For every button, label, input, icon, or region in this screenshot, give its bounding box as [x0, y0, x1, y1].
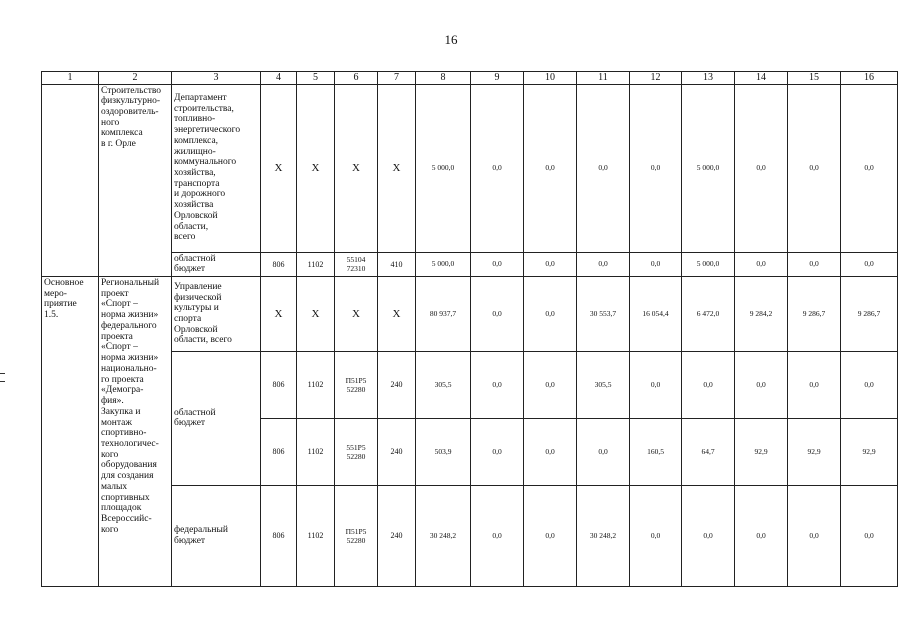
- value-cell: 0,0: [735, 351, 788, 418]
- event-cell: Основное меро- приятие 1.5.: [42, 276, 99, 586]
- value-cell: 92,9: [841, 418, 898, 485]
- value-cell: 0,0: [524, 252, 577, 276]
- value-cell: 0,0: [577, 418, 630, 485]
- executor-cell: Департамент строительства, топливно- энергетического комплекса, жилищно- коммунального хозяйства, транспорта и дорожного хозяйства Орловской области, всего: [172, 84, 261, 252]
- header-cell: 4: [261, 72, 297, 85]
- value-cell: 0,0: [788, 351, 841, 418]
- header-cell: 6: [335, 72, 378, 85]
- value-cell: 0,0: [735, 84, 788, 252]
- header-cell: 11: [577, 72, 630, 85]
- code-cell: 240: [378, 351, 416, 418]
- value-cell: 30 248,2: [416, 485, 471, 586]
- value-cell: 0,0: [524, 418, 577, 485]
- code-cell: Х: [378, 276, 416, 351]
- value-cell: 0,0: [630, 84, 682, 252]
- value-cell: 0,0: [471, 252, 524, 276]
- value-cell: 80 937,7: [416, 276, 471, 351]
- value-cell: 305,5: [416, 351, 471, 418]
- page-number: 16: [444, 32, 458, 47]
- header-cell: 9: [471, 72, 524, 85]
- activity-cell: Строительство физкультурно- оздоровитель- ного комплекса в г. Орле: [99, 84, 172, 276]
- value-cell: 0,0: [471, 276, 524, 351]
- header-cell: 7: [378, 72, 416, 85]
- value-cell: 64,7: [682, 418, 735, 485]
- code-cell: Х: [335, 84, 378, 252]
- table-row: [42, 276, 898, 351]
- code-cell: 410: [378, 252, 416, 276]
- value-cell: 16 054,4: [630, 276, 682, 351]
- code-cell: 240: [378, 418, 416, 485]
- header-cell: 2: [99, 72, 172, 85]
- value-cell: 0,0: [471, 84, 524, 252]
- value-cell: 0,0: [524, 276, 577, 351]
- header-cell: 12: [630, 72, 682, 85]
- binding-mark: [0, 373, 5, 374]
- code-cell: Х: [335, 276, 378, 351]
- executor-cell: Управление физической культуры и спорта Орловской области, всего: [172, 276, 261, 351]
- event-cell-empty: [42, 84, 99, 276]
- code-cell: 806: [261, 418, 297, 485]
- code-cell: 55104 72310: [335, 252, 378, 276]
- header-cell: 1: [42, 72, 99, 85]
- code-cell: 1102: [297, 351, 335, 418]
- value-cell: 160,5: [630, 418, 682, 485]
- value-cell: 0,0: [682, 351, 735, 418]
- code-cell: 806: [261, 252, 297, 276]
- code-cell: Х: [378, 84, 416, 252]
- value-cell: 0,0: [788, 485, 841, 586]
- value-cell: 5 000,0: [682, 84, 735, 252]
- value-cell: 5 000,0: [682, 252, 735, 276]
- code-cell: П51Р5 52280: [335, 351, 378, 418]
- value-cell: 6 472,0: [682, 276, 735, 351]
- budget-source-cell: областной бюджет: [172, 252, 261, 276]
- code-cell: Х: [297, 276, 335, 351]
- code-cell: 1102: [297, 252, 335, 276]
- header-row: [42, 72, 898, 85]
- code-cell: 551Р5 52280: [335, 418, 378, 485]
- code-cell: Х: [261, 276, 297, 351]
- code-cell: 1102: [297, 418, 335, 485]
- budget-table: [41, 71, 898, 587]
- value-cell: 30 553,7: [577, 276, 630, 351]
- binding-mark: [0, 381, 5, 382]
- value-cell: 92,9: [788, 418, 841, 485]
- value-cell: 0,0: [841, 485, 898, 586]
- value-cell: 5 000,0: [416, 252, 471, 276]
- header-cell: 5: [297, 72, 335, 85]
- value-cell: 0,0: [577, 84, 630, 252]
- header-cell: 13: [682, 72, 735, 85]
- value-cell: 0,0: [841, 84, 898, 252]
- value-cell: 5 000,0: [416, 84, 471, 252]
- code-cell: 240: [378, 485, 416, 586]
- value-cell: 9 286,7: [841, 276, 898, 351]
- value-cell: 305,5: [577, 351, 630, 418]
- value-cell: 0,0: [577, 252, 630, 276]
- code-cell: 806: [261, 351, 297, 418]
- value-cell: 0,0: [841, 252, 898, 276]
- header-cell: 14: [735, 72, 788, 85]
- header-cell: 16: [841, 72, 898, 85]
- value-cell: 0,0: [735, 252, 788, 276]
- value-cell: 0,0: [630, 485, 682, 586]
- value-cell: 30 248,2: [577, 485, 630, 586]
- table-row: [42, 84, 898, 252]
- value-cell: 0,0: [524, 84, 577, 252]
- value-cell: 92,9: [735, 418, 788, 485]
- value-cell: 0,0: [471, 418, 524, 485]
- value-cell: 0,0: [524, 485, 577, 586]
- value-cell: 9 284,2: [735, 276, 788, 351]
- header-cell: 3: [172, 72, 261, 85]
- budget-source-cell: областной бюджет: [172, 351, 261, 485]
- value-cell: 0,0: [630, 252, 682, 276]
- header-cell: 8: [416, 72, 471, 85]
- code-cell: П51Р5 52280: [335, 485, 378, 586]
- budget-source-cell: федеральный бюджет: [172, 485, 261, 586]
- code-cell: Х: [261, 84, 297, 252]
- code-cell: 1102: [297, 485, 335, 586]
- code-cell: Х: [297, 84, 335, 252]
- value-cell: 0,0: [471, 351, 524, 418]
- value-cell: 0,0: [630, 351, 682, 418]
- code-cell: 806: [261, 485, 297, 586]
- value-cell: 0,0: [841, 351, 898, 418]
- activity-cell: Региональный проект «Спорт – норма жизни» федерального проекта «Спорт – норма жизни» национально- го проекта «Демогра- фия». Закупка и монтаж спортивно- технологичес- кого оборудования для создания малых спортивных площадок Всероссийс- кого: [99, 276, 172, 586]
- header-cell: 15: [788, 72, 841, 85]
- value-cell: 0,0: [788, 84, 841, 252]
- value-cell: 0,0: [471, 485, 524, 586]
- value-cell: 0,0: [735, 485, 788, 586]
- value-cell: 0,0: [682, 485, 735, 586]
- value-cell: 0,0: [524, 351, 577, 418]
- value-cell: 9 286,7: [788, 276, 841, 351]
- value-cell: 0,0: [788, 252, 841, 276]
- header-cell: 10: [524, 72, 577, 85]
- value-cell: 503,9: [416, 418, 471, 485]
